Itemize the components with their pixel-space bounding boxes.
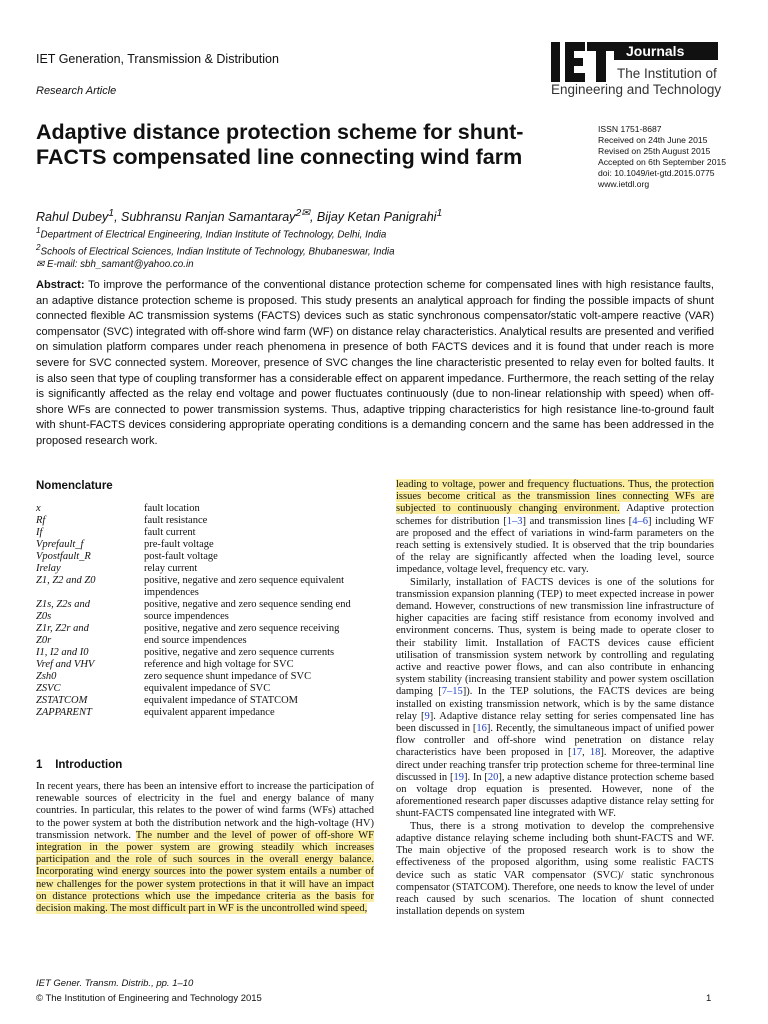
nomenclature-row bbox=[36, 503, 374, 515]
nomenclature-definition: reference and high voltage for SVC bbox=[144, 659, 294, 670]
author-name: Subhransu Ranjan Samantaray bbox=[121, 210, 296, 225]
paragraph-text: ]. Recently, the simultaneous impact of unified power flow controller and off-shore wind penetration on distance relay characteristics have been proposed in [ bbox=[396, 723, 714, 759]
nomenclature-definition: positive, negative and zero sequence sending end bbox=[144, 599, 351, 610]
nomenclature-row bbox=[36, 707, 374, 719]
citation-link[interactable]: 9 bbox=[424, 710, 430, 722]
author-separator: , bbox=[309, 210, 317, 225]
received-date: Received on 24th June 2015 bbox=[598, 135, 708, 145]
nomenclature-row bbox=[36, 659, 374, 671]
paper-title: Adaptive distance protection scheme for shunt-FACTS compensated line connecting wind farm bbox=[36, 120, 524, 169]
nomenclature-row bbox=[36, 527, 374, 539]
nomenclature-definition: end source impendences bbox=[144, 635, 247, 646]
journal-name: IET Generation, Transmission & Distribution bbox=[36, 52, 279, 66]
issn: ISSN 1751-8687 bbox=[598, 124, 662, 134]
nomenclature-symbol: x bbox=[36, 503, 41, 514]
nomenclature-row bbox=[36, 551, 374, 563]
doi[interactable]: doi: 10.1049/iet-gtd.2015.0775 bbox=[598, 168, 715, 178]
nomenclature-definition: positive, negative and zero sequence currents bbox=[144, 647, 335, 658]
author-name: Bijay Ketan Panigrahi bbox=[316, 210, 437, 225]
nomenclature-row bbox=[36, 623, 374, 635]
citation-link[interactable]: 20 bbox=[487, 771, 499, 783]
nomenclature-symbol: ZSVC bbox=[36, 683, 61, 694]
abstract-text: To improve the performance of the conventional distance protection scheme for compensated lines with high resistance faults, an adaptive distance protection scheme is proposed. This study presents an analytical approach for finding the possible impacts of shunt connected flexible AC transmission systems (FACTS) devices such as static synchronous compensator/static volt-ampere reactive (VAR) compensator (SVC) integrated with off-shore wind farm (WF) on distance relay characteristics. Analytical results are presented and verified on simulation platform compares under reach phenomena in presence of both FACTS devices and it is found that under reach is more severe for SVC connected system. Moreover, presence of SVC changes the line characteristic presented to relay even for bolted faults. It is also seen that type of coupling transformer has a considerable effect on apparent impedance. Furthermore, the reach setting of the relay is significantly affected as the relay end voltage and power fluctuates continuously (due to non-linear relationship with speed) when off-shore WFs are connected to power transmission systems. Thus, adaptive tripping characteristics for high resistance line-to-ground fault with shunt-FACTS devices considering appropriate operating conditions is a demanding concern and the same has been addressed in the proposed research work. bbox=[36, 279, 714, 447]
nomenclature-row bbox=[36, 563, 374, 575]
nomenclature-symbol: Irelay bbox=[36, 563, 61, 574]
body-paragraph bbox=[396, 479, 714, 577]
nomenclature-symbol: Rf bbox=[36, 515, 46, 526]
nomenclature-row bbox=[36, 575, 374, 587]
nomenclature-definition: fault current bbox=[144, 527, 196, 538]
paragraph-text: ]. Adaptive distance relay setting for series compensated line has been discussed in [ bbox=[396, 710, 714, 735]
article-type: Research Article bbox=[36, 85, 117, 97]
citation-link[interactable]: 18 bbox=[589, 747, 601, 759]
author-affiliation-mark: 2 bbox=[295, 208, 302, 219]
citation-link[interactable]: 4–6 bbox=[632, 515, 648, 527]
revised-date: Revised on 25th August 2015 bbox=[598, 146, 711, 156]
paragraph-text: Adaptive protection schemes for distribution [ bbox=[396, 503, 714, 527]
nomenclature-row bbox=[36, 515, 374, 527]
nomenclature-symbol: I1, I2 and I0 bbox=[36, 647, 89, 658]
mail-icon[interactable]: ✉ bbox=[301, 208, 310, 219]
nomenclature-definition: positive, negative and zero sequence receiving bbox=[144, 623, 340, 634]
nomenclature-symbol: Z0r bbox=[36, 635, 52, 646]
affiliation-text: Department of Electrical Engineering, Indian Institute of Technology, Delhi, India bbox=[40, 229, 387, 241]
highlighted-text[interactable]: The number and the level of power of off-shore WF integration in the power system are growing steadily which increases participation and the role of such sources in the overall energy balance. Incorporating wind energy sources into the power system entails a number of new challenges for the power system protections in that it will have an impact on distance protections which use the impedance criteria as the basis for decision making. The most difficult part in WF is the uncontrolled wind speed, bbox=[36, 829, 374, 915]
logo-institution-line1: The Institution of bbox=[617, 66, 717, 81]
nomenclature-symbol: Z1s, Z2s and bbox=[36, 599, 90, 610]
author-name: Rahul Dubey bbox=[36, 210, 109, 225]
nomenclature-symbol: Z0s bbox=[36, 611, 52, 622]
nomenclature-definition: equivalent apparent impedance bbox=[144, 707, 275, 718]
nomenclature-definition: impendences bbox=[144, 587, 199, 598]
affiliation-text: Schools of Electrical Sciences, Indian Institute of Technology, Bhubaneswar, India bbox=[40, 246, 395, 258]
article-meta bbox=[598, 124, 726, 190]
citation-link[interactable]: 17 bbox=[571, 747, 583, 759]
footer-copyright: © The Institution of Engineering and Technology 2015 bbox=[36, 993, 262, 1004]
accepted-date: Accepted on 6th September 2015 bbox=[598, 157, 727, 167]
nomenclature-row bbox=[36, 683, 374, 695]
nomenclature-symbol: Zsh0 bbox=[36, 671, 57, 682]
nomenclature-definition: post-fault voltage bbox=[144, 551, 218, 562]
affiliation-1 bbox=[36, 225, 395, 242]
nomenclature-row bbox=[36, 539, 374, 551]
paragraph-text: ]). In the TEP solutions, the FACTS devices are being installed on existing transmission network, which is by the same distance relay [ bbox=[396, 686, 714, 722]
nomenclature-row bbox=[36, 611, 374, 623]
nomenclature-definition: fault location bbox=[144, 503, 200, 514]
section-heading bbox=[36, 759, 122, 771]
nomenclature-definition: positive, negative and zero sequence equivalent bbox=[144, 575, 345, 586]
nomenclature-symbol: Z1, Z2 and Z0 bbox=[36, 575, 96, 586]
paragraph-text: ]. Moreover, the adaptive direct under reaching transfer trip protection scheme for three-terminal line discussed in [ bbox=[396, 747, 714, 783]
nomenclature-row bbox=[36, 587, 374, 599]
nomenclature-heading: Nomenclature bbox=[36, 480, 113, 492]
paragraph-text: Similarly, installation of FACTS devices is one of the solutions for transmission expansion planning (TEP) to meet expected increase in power demand. However, constructions of new transmission line infrastructure of higher capacities are facing stiff resistance from economy involved and environment concerns. Thus, system is being made to operate closer to their stability limit. Installation of FACTS devices cause efficient utilisation of transmission system network by controlling and regulating active and reactive power flows, and can also contribute in enhancing system stability (increasing transient stability and power system oscillation damping [ bbox=[396, 576, 714, 698]
section-number: 1 bbox=[36, 759, 43, 771]
nomenclature-definition: relay current bbox=[144, 563, 198, 574]
nomenclature-symbol: Vpostfault_R bbox=[36, 551, 91, 562]
nomenclature-symbol bbox=[36, 587, 144, 599]
email-text: E-mail: sbh_samant@yahoo.co.in bbox=[44, 258, 194, 270]
nomenclature-row bbox=[36, 671, 374, 683]
nomenclature-definition: equivalent impedance of SVC bbox=[144, 683, 271, 694]
nomenclature-row bbox=[36, 635, 374, 647]
paragraph-text: In recent years, there has been an intensive effort to increase the participation of renewable sources of electricity in the fuel and energy balance of many countries. In particular, this relates to the power of wind farms (WFs) attached to the power system at both the distribution network and the high-voltage (HV) transmission network. bbox=[36, 781, 374, 841]
affiliations bbox=[36, 225, 395, 271]
paragraph-text: ]. In [ bbox=[463, 771, 488, 783]
affiliation-mark: 2 bbox=[36, 242, 41, 252]
body-paragraph bbox=[396, 577, 714, 821]
author-affiliation-mark: 1 bbox=[108, 208, 115, 219]
nomenclature-definition: pre-fault voltage bbox=[144, 539, 214, 550]
highlighted-text[interactable]: leading to voltage, power and frequency fluctuations. Thus, the protection issues become critical as the transmission lines connecting WFs are subjected to continuously changing environment. bbox=[396, 479, 714, 515]
logo-journals-label: Journals bbox=[614, 42, 718, 60]
iet-logo[interactable] bbox=[551, 42, 721, 98]
nomenclature-definition: zero sequence shunt impedance of SVC bbox=[144, 671, 312, 682]
nomenclature-symbol: Z1r, Z2r and bbox=[36, 623, 89, 634]
paragraph-text: ], a new adaptive distance protection scheme based on voltage drop equation is presented. However, none of the aforementioned research paper discusses adaptive distance relay setting for shunt-FACTS compensated line integrated with WF. bbox=[396, 771, 714, 820]
nomenclature-symbol: Vref and VHV bbox=[36, 659, 95, 670]
nomenclature-definition: fault resistance bbox=[144, 515, 208, 526]
citation-link[interactable]: 16 bbox=[476, 723, 487, 735]
abstract bbox=[36, 278, 714, 450]
page-number: 1 bbox=[706, 993, 712, 1004]
section-title: Introduction bbox=[55, 759, 123, 771]
footer-journal-citation: IET Gener. Transm. Distrib., pp. 1–10 bbox=[36, 978, 194, 989]
abstract-label: Abstract: bbox=[36, 279, 85, 291]
author-list bbox=[36, 207, 442, 224]
author-affiliation-mark: 1 bbox=[436, 208, 443, 219]
affiliation-2 bbox=[36, 242, 395, 259]
logo-institution-line2: Engineering and Technology bbox=[551, 82, 722, 97]
mail-icon: ✉ bbox=[36, 258, 45, 270]
citation-link[interactable]: 19 bbox=[453, 771, 464, 783]
citation-link[interactable]: 1–3 bbox=[506, 515, 523, 527]
corresponding-email[interactable] bbox=[36, 259, 395, 272]
nomenclature-definition: equivalent impedance of STATCOM bbox=[144, 695, 298, 706]
paragraph-text: ] and transmission lines [ bbox=[522, 515, 633, 527]
body-column-right bbox=[396, 479, 714, 918]
affiliation-mark: 1 bbox=[36, 226, 41, 235]
nomenclature-row bbox=[36, 647, 374, 659]
nomenclature-symbol: ZSTATCOM bbox=[36, 695, 88, 706]
intro-paragraph bbox=[36, 781, 374, 915]
nomenclature-definition: source impendences bbox=[144, 611, 229, 622]
body-paragraph: Thus, there is a strong motivation to develop the comprehensive adaptive distance relaying scheme including both shunt-FACTS and WF. The main objective of the proposed research work is to show the effectiveness of the proposed algorithm, using some realistic FACTS device such as static VAR compensator (SVC)/ static synchronous compensator (STATCOM). Therefore, one needs to know the level of under reach caused by such scenarios. The location of shunt connected installation depends on system bbox=[396, 820, 714, 918]
paragraph-text: , bbox=[582, 747, 590, 759]
paragraph-text: ] including WF are proposed and the effect of variations in wind-farm parameters on the reach setting is extensively studied. It is observed that the trip boundaries of the relay are significantly affected when the loading level, source impedance, voltage level, frequency etc. vary. bbox=[396, 515, 714, 576]
nomenclature-symbol: ZAPPARENT bbox=[36, 707, 92, 718]
website-link[interactable]: www.ietdl.org bbox=[598, 179, 650, 189]
nomenclature-symbol: Vprefault_f bbox=[36, 539, 84, 550]
nomenclature-symbol: If bbox=[36, 527, 43, 538]
nomenclature-row bbox=[36, 599, 374, 611]
citation-link[interactable]: 7–15 bbox=[441, 686, 463, 698]
nomenclature-row bbox=[36, 695, 374, 707]
nomenclature-list bbox=[36, 503, 374, 719]
author-separator: , bbox=[114, 210, 122, 225]
